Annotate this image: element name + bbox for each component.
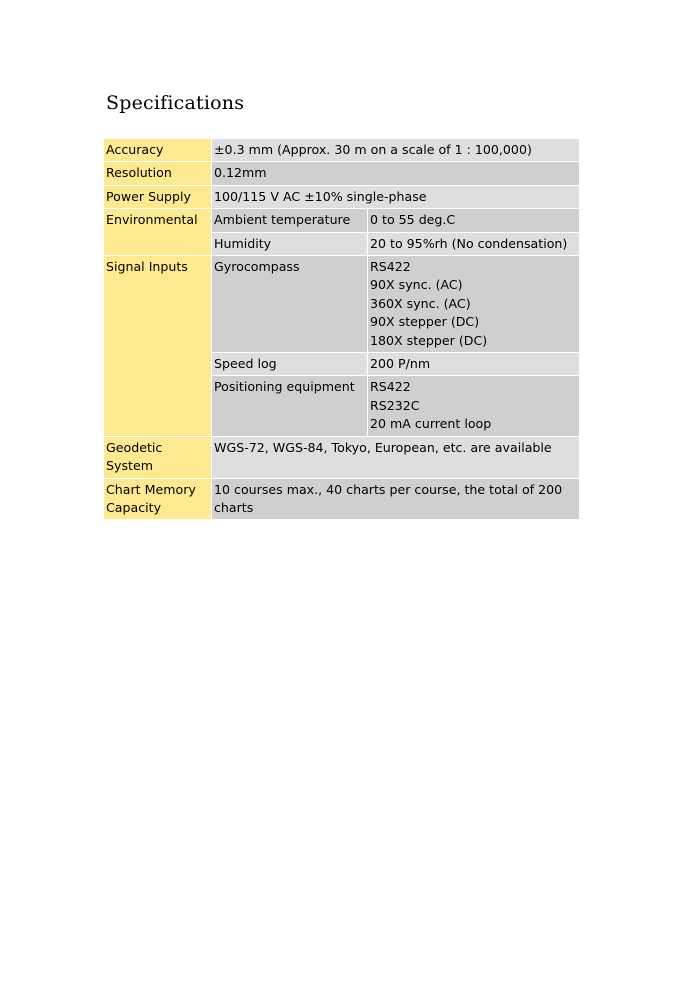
gyrocompass-value: 180X stepper (DC) <box>370 332 488 348</box>
gyrocompass-value: 360X sync. (AC) <box>370 295 471 311</box>
speed-log-value: 200 P/nm <box>368 353 580 376</box>
power-supply-value: 100/115 V AC ±10% single-phase <box>212 185 580 208</box>
chart-memory-label-line: Chart Memory <box>106 481 196 497</box>
specifications-table <box>104 139 579 520</box>
gyrocompass-value: 90X sync. (AC) <box>370 277 463 293</box>
speed-log-label: Speed log <box>212 353 368 376</box>
positioning-equipment-label: Positioning equipment <box>212 376 368 436</box>
power-supply-label: Power Supply <box>104 185 212 208</box>
positioning-value: 20 mA current loop <box>370 416 492 432</box>
chart-memory-label-line: Capacity <box>106 499 162 515</box>
positioning-value: RS232C <box>370 397 420 413</box>
table-row-ambient-temperature <box>104 209 579 232</box>
humidity-value: 20 to 95%rh (No condensation) <box>368 232 580 255</box>
table-row-geodetic-system <box>104 436 579 478</box>
positioning-equipment-values <box>368 376 580 436</box>
accuracy-label: Accuracy <box>104 139 212 162</box>
accuracy-value: ±0.3 mm (Approx. 30 m on a scale of 1 : 100,000) <box>212 139 580 162</box>
geodetic-system-label: Geodetic System <box>104 436 212 478</box>
gyrocompass-value: RS422 <box>370 259 411 275</box>
ambient-temperature-label: Ambient temperature <box>212 209 368 232</box>
resolution-value: 0.12mm <box>212 162 580 185</box>
environmental-label: Environmental <box>104 209 212 256</box>
table-row-resolution <box>104 162 579 185</box>
page-title: Specifications <box>106 92 245 114</box>
humidity-label: Humidity <box>212 232 368 255</box>
geodetic-system-value: WGS-72, WGS-84, Tokyo, European, etc. are available <box>212 436 580 478</box>
positioning-value: RS422 <box>370 379 411 395</box>
table-row-gyrocompass <box>104 256 579 353</box>
table-row-accuracy <box>104 139 579 162</box>
signal-inputs-label: Signal Inputs <box>104 256 212 437</box>
gyrocompass-value: 90X stepper (DC) <box>370 314 480 330</box>
resolution-label: Resolution <box>104 162 212 185</box>
table-row-chart-memory <box>104 478 579 520</box>
chart-memory-value: 10 courses max., 40 charts per course, the total of 200 charts <box>212 478 580 520</box>
gyrocompass-values <box>368 256 580 353</box>
ambient-temperature-value: 0 to 55 deg.C <box>368 209 580 232</box>
table-row-power-supply <box>104 185 579 208</box>
gyrocompass-label: Gyrocompass <box>212 256 368 353</box>
chart-memory-label <box>104 478 212 520</box>
